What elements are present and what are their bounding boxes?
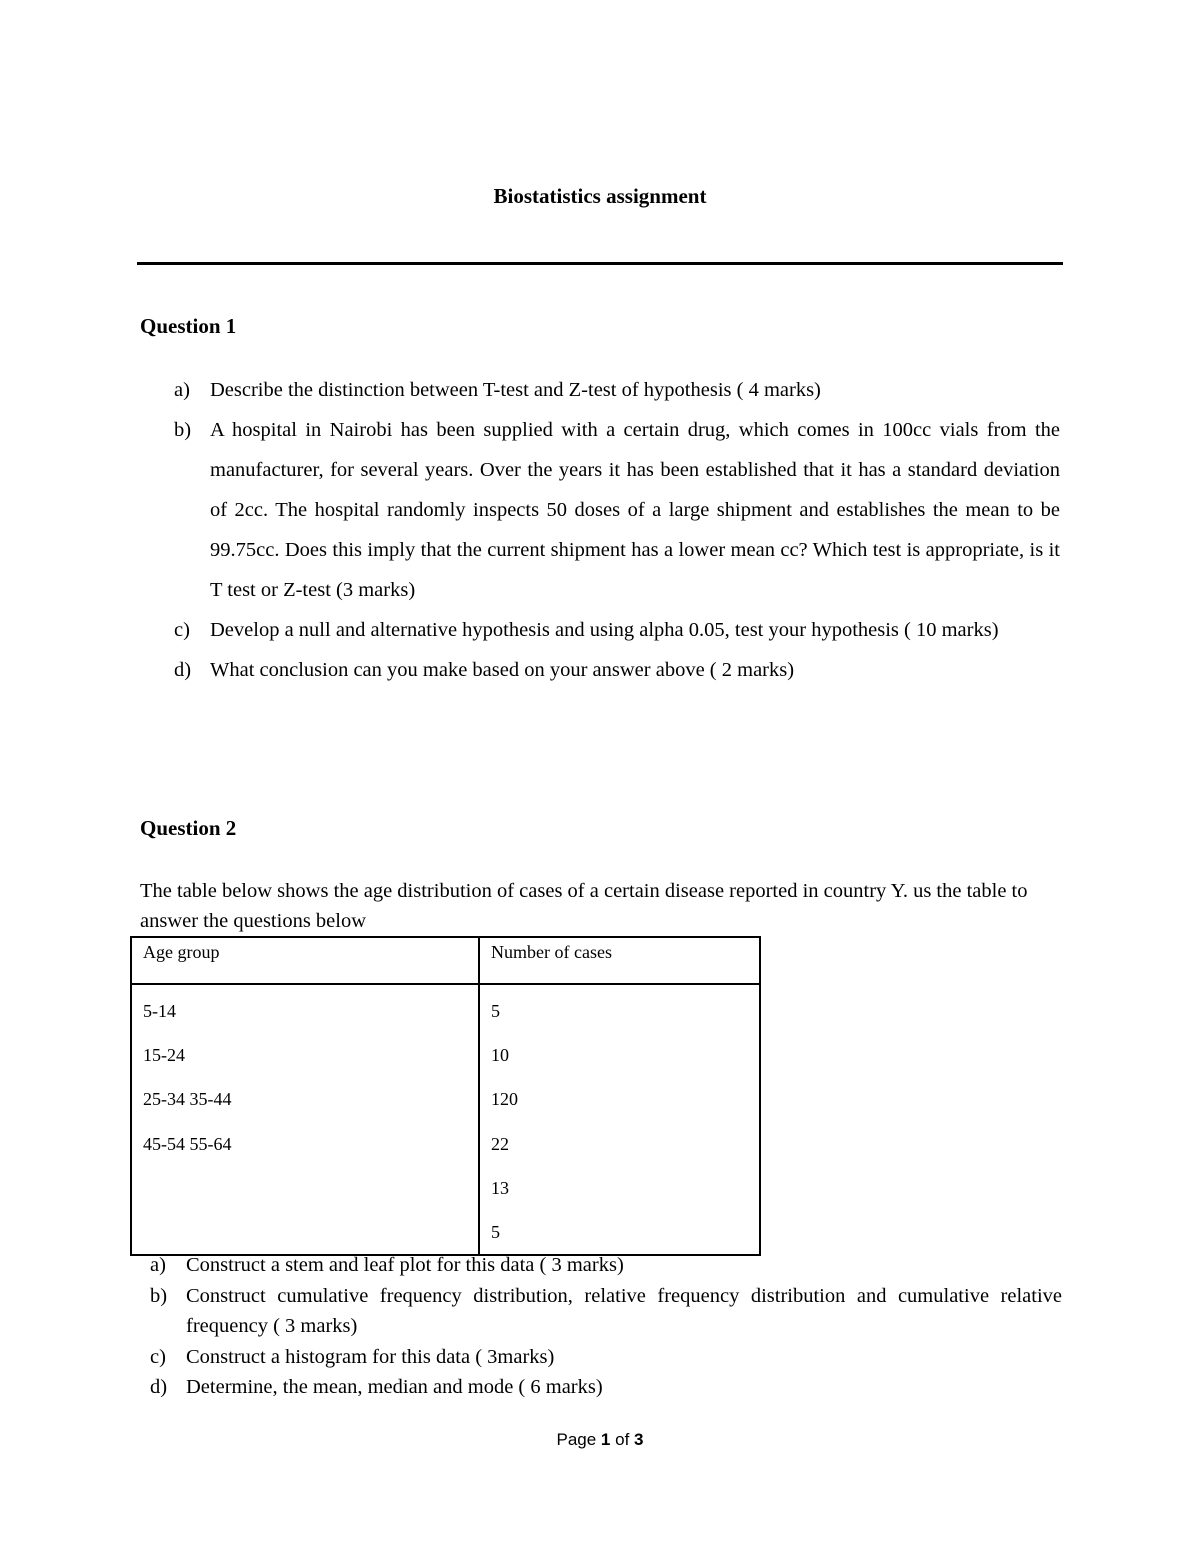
cases-value: 120 <box>491 1089 518 1110</box>
question-1-item-d <box>140 650 1060 690</box>
question-1-item-b <box>140 410 1060 610</box>
table-header-row <box>131 937 760 984</box>
item-text: Describe the distinction between T-test and Z-test of hypothesis ( 4 marks) <box>210 379 821 401</box>
question-2-item-a <box>140 1250 1062 1281</box>
item-label: b) <box>150 1284 168 1307</box>
question-2-item-d <box>140 1372 1062 1403</box>
item-text: What conclusion can you make based on your answer above ( 2 marks) <box>210 659 795 681</box>
question-2-heading: Question 2 <box>140 816 237 840</box>
footer-page-total: 3 <box>634 1430 644 1449</box>
item-label: b) <box>174 419 192 441</box>
item-label: d) <box>150 1376 168 1398</box>
cases-value: 13 <box>491 1177 509 1198</box>
page-footer <box>0 1430 1200 1450</box>
age-group-value: 45-54 55-64 <box>143 1133 232 1154</box>
question-1-list <box>140 370 1060 690</box>
age-group-value: 25-34 35-44 <box>143 1089 232 1110</box>
question-1-item-a <box>140 370 1060 410</box>
item-text: Determine, the mean, median and mode ( 6 marks) <box>186 1376 603 1398</box>
item-label: a) <box>174 379 190 401</box>
footer-page-number: 1 <box>600 1430 611 1449</box>
cases-value: 5 <box>491 1001 500 1021</box>
table-body-row <box>131 984 760 1255</box>
title-divider <box>137 262 1063 265</box>
item-text: A hospital in Nairobi has been supplied with a certain drug, which comes in 100cc vials from the manufacturer, for several years. Over the years it has been established that it has a standard deviation of 2cc. The hospital randomly inspects 50 doses of a large shipment and establishes the mean to be 99.75cc. Does this imply that the current shipment has a lower mean cc? Which test is appropriate, is it T test or Z-test (3 marks) <box>210 419 1060 601</box>
item-text: Construct a stem and leaf plot for this data ( 3 marks) <box>186 1254 624 1276</box>
item-label: c) <box>150 1345 166 1368</box>
question-1-heading: Question 1 <box>140 314 237 338</box>
item-label: a) <box>150 1254 166 1276</box>
cases-value: 5 <box>491 1222 500 1243</box>
item-text: Construct cumulative frequency distribution, relative frequency distribution and cumulative relative frequency ( 3 marks) <box>186 1284 1062 1337</box>
document-title: Biostatistics assignment <box>493 184 707 208</box>
footer-of-word: of <box>615 1430 630 1449</box>
number-of-cases-cell <box>479 984 760 1255</box>
age-group-value: 15-24 <box>143 1045 185 1066</box>
cases-value: 22 <box>491 1133 509 1154</box>
cases-value: 10 <box>491 1045 509 1066</box>
age-group-cell <box>131 984 479 1255</box>
footer-page-word: Page <box>556 1430 597 1449</box>
item-text: Construct a histogram for this data ( 3marks) <box>186 1345 555 1368</box>
age-distribution-table <box>130 936 761 1256</box>
item-label: c) <box>174 619 190 641</box>
question-1-item-c <box>140 610 1060 650</box>
item-text: Develop a null and alternative hypothesis and using alpha 0.05, test your hypothesis ( 10 marks) <box>210 619 999 641</box>
age-group-value: 5-14 <box>143 1001 176 1021</box>
question-2-item-c <box>140 1342 1062 1373</box>
item-label: d) <box>174 659 192 681</box>
question-2-intro: The table below shows the age distribution of cases of a certain disease reported in country Y. us the table to answer the questions below <box>140 880 1028 932</box>
question-2-item-b <box>140 1281 1062 1342</box>
header-number-of-cases: Number of cases <box>479 937 760 984</box>
question-2-list <box>140 1250 1062 1403</box>
header-age-group: Age group <box>131 937 479 984</box>
